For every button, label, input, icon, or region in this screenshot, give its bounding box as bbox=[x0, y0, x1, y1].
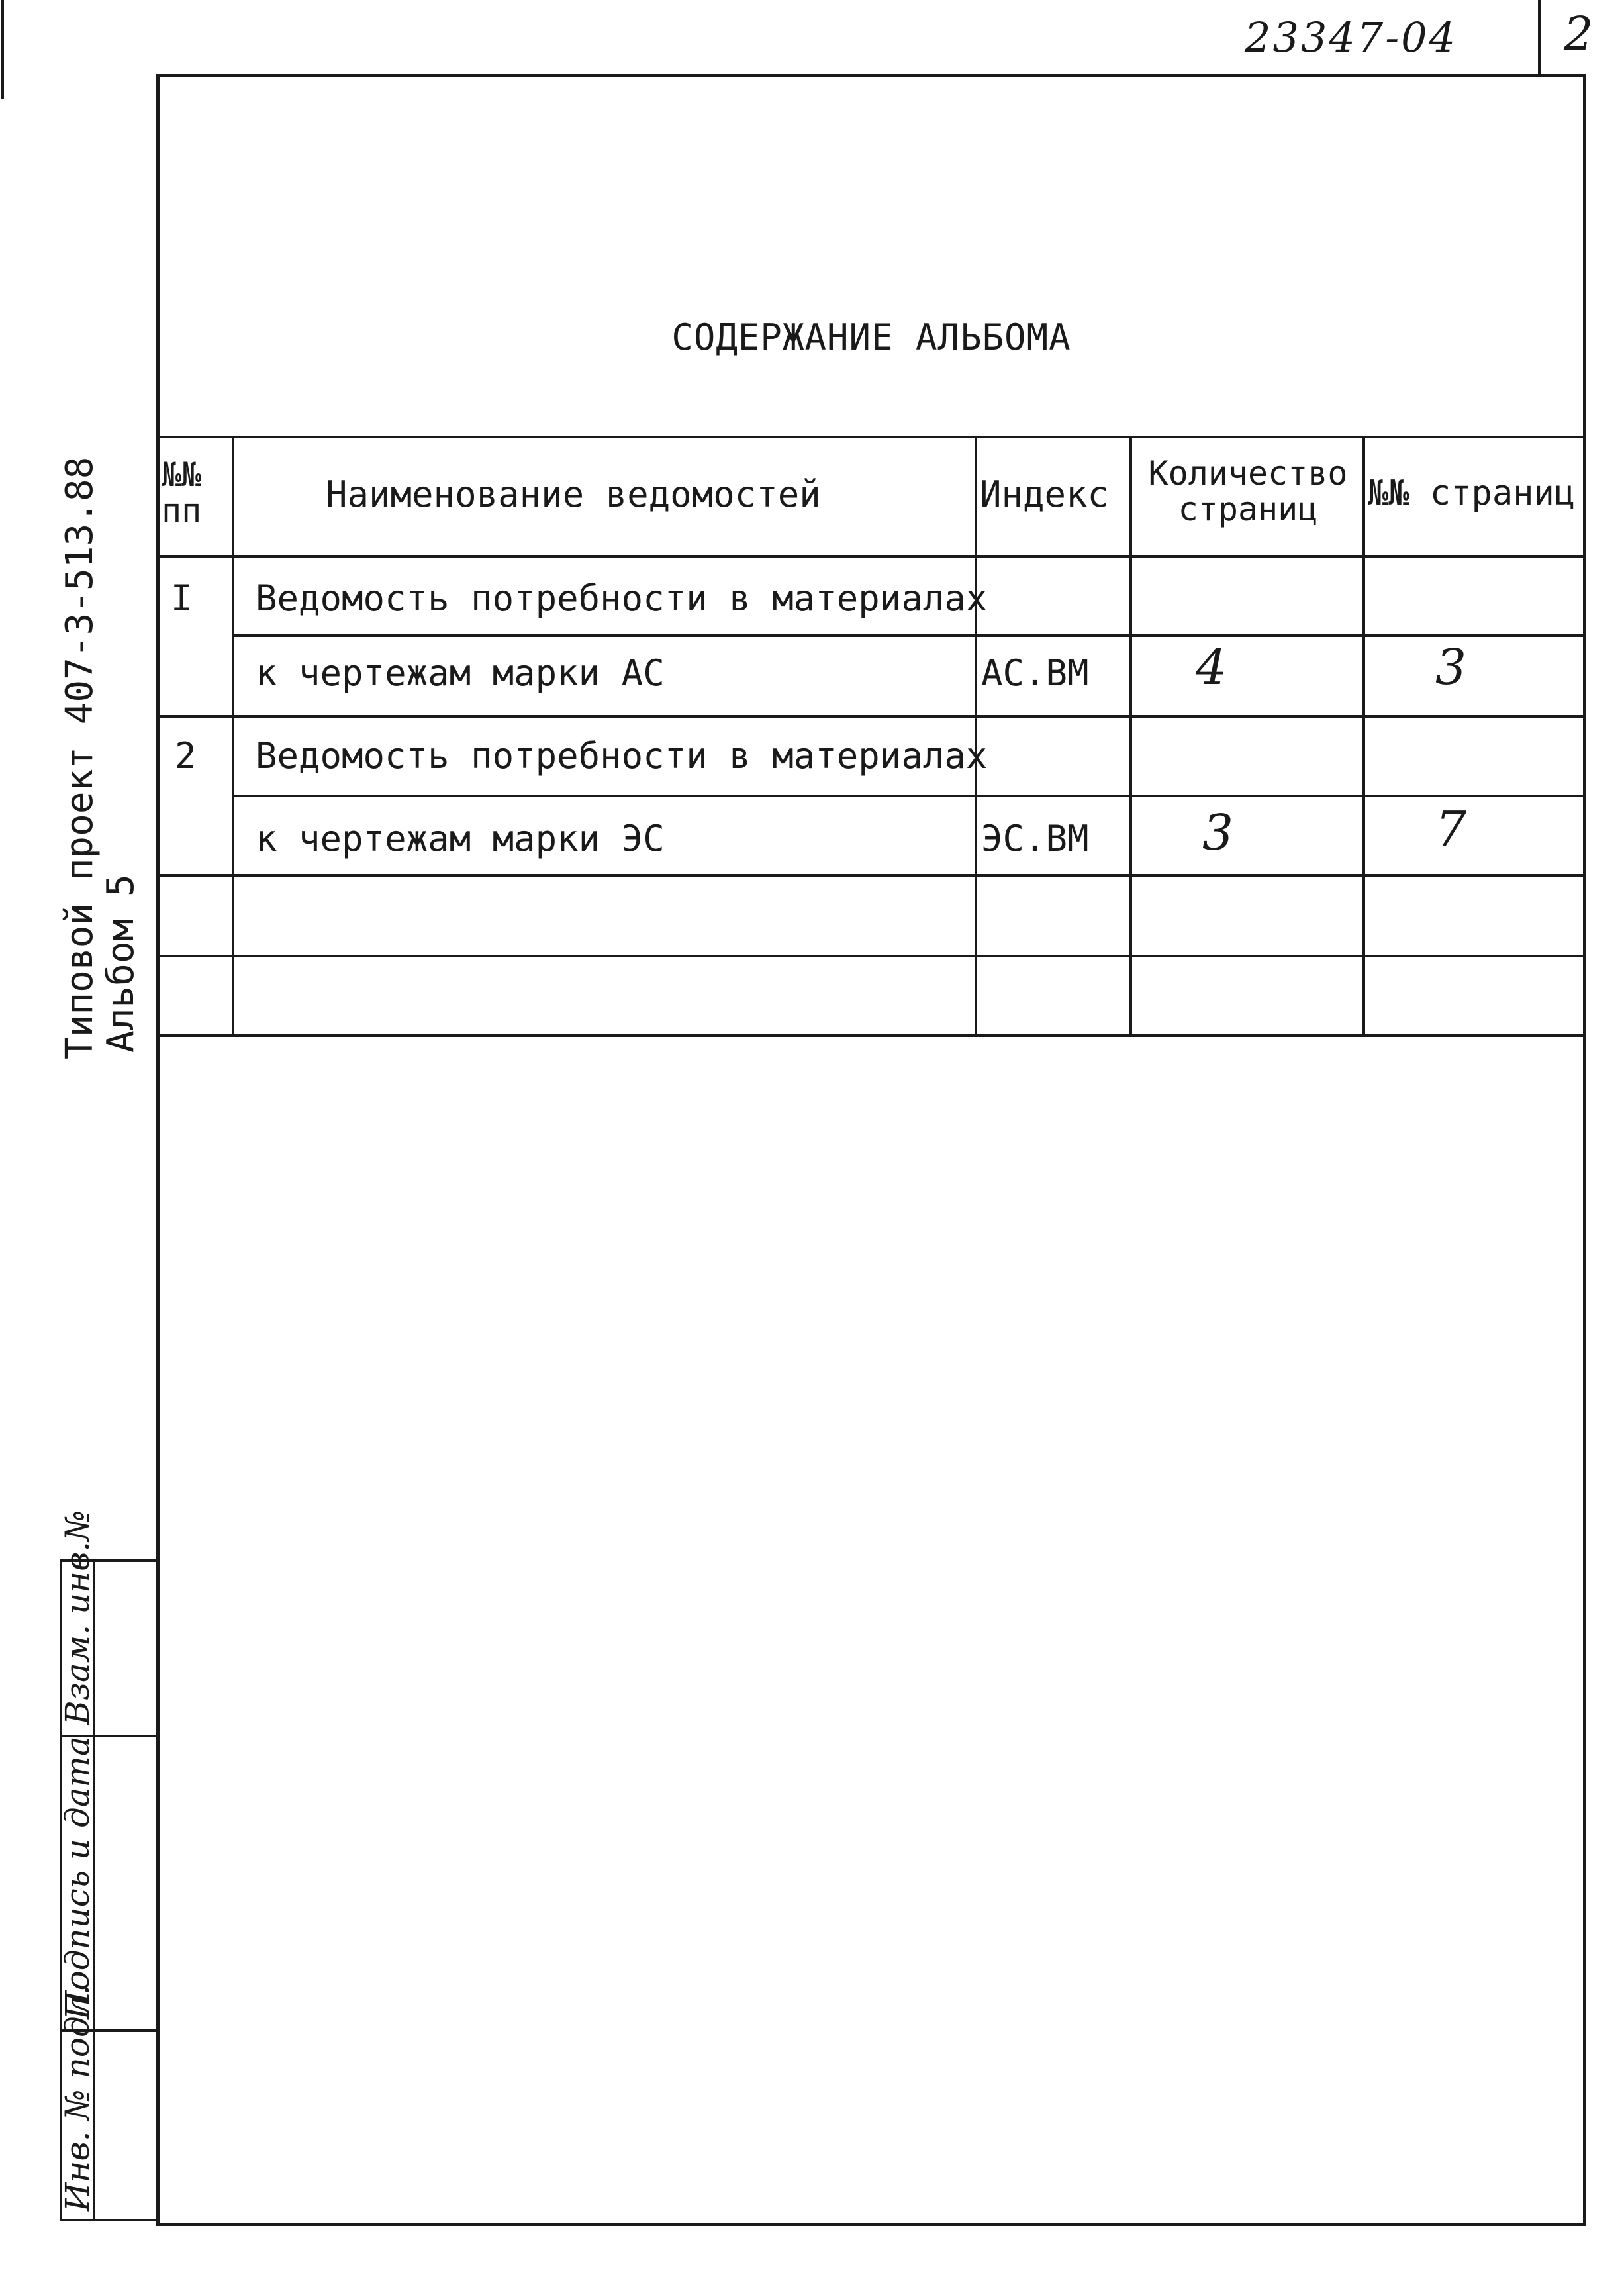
header-num-line2: пп bbox=[162, 491, 202, 530]
table-row-line bbox=[232, 634, 1586, 637]
album-contents-title: СОДЕРЖАНИЕ АЛЬБОМА bbox=[671, 316, 1071, 358]
table-row-line bbox=[156, 955, 1586, 957]
album-label: Альбом 5 bbox=[99, 874, 142, 1053]
row-name: Ведомость потребности в материалах bbox=[256, 735, 988, 777]
table-col-line bbox=[1362, 436, 1365, 1034]
table-bottom-line bbox=[156, 1034, 1586, 1037]
stamp-replace-inv: Взам. инв.№ bbox=[58, 1510, 97, 1725]
row-pages: 3 bbox=[1435, 639, 1467, 696]
header-count bbox=[1133, 456, 1362, 527]
table-header-line bbox=[156, 555, 1586, 558]
table-row-line bbox=[232, 795, 1586, 797]
table-col-line bbox=[1129, 436, 1132, 1034]
header-pages: №№ страниц bbox=[1368, 473, 1576, 513]
table-top-line bbox=[156, 436, 1586, 438]
document-number: 23347-04 bbox=[1245, 13, 1458, 62]
header-count-line1: Количество bbox=[1148, 454, 1348, 493]
row-count: 4 bbox=[1196, 639, 1227, 696]
row-index: АС.ВМ bbox=[981, 652, 1089, 694]
stamp-signature-date: Подпись и дата bbox=[58, 1736, 97, 2019]
header-count-line2: страниц bbox=[1178, 490, 1318, 528]
header-num bbox=[162, 457, 230, 528]
header-name: Наименование ведомостей bbox=[326, 473, 821, 515]
page-number: 2 bbox=[1564, 7, 1594, 61]
row-pages: 7 bbox=[1435, 801, 1467, 858]
header-divider bbox=[1538, 0, 1541, 74]
row-num: 2 bbox=[175, 735, 197, 777]
header-num-line1: №№ bbox=[162, 456, 202, 494]
row-name: Ведомость потребности в материалах bbox=[256, 577, 988, 619]
table-row-line bbox=[156, 874, 1586, 877]
header-index: Индекс bbox=[980, 473, 1110, 515]
row-name: к чертежам марки АС bbox=[256, 652, 665, 694]
page-frame bbox=[156, 74, 1586, 2226]
table-col-line bbox=[232, 436, 234, 1034]
row-num: I bbox=[171, 577, 193, 619]
table-row-line bbox=[156, 715, 1586, 718]
margin-mark bbox=[1, 0, 4, 99]
row-count: 3 bbox=[1202, 804, 1234, 861]
row-index: ЭС.ВМ bbox=[981, 818, 1089, 859]
stamp-inv-no: Инв. № подл. bbox=[58, 1984, 97, 2211]
row-name: к чертежам марки ЭС bbox=[256, 818, 665, 859]
project-label: Типовой проект 407-3-513.88 bbox=[58, 456, 101, 1059]
